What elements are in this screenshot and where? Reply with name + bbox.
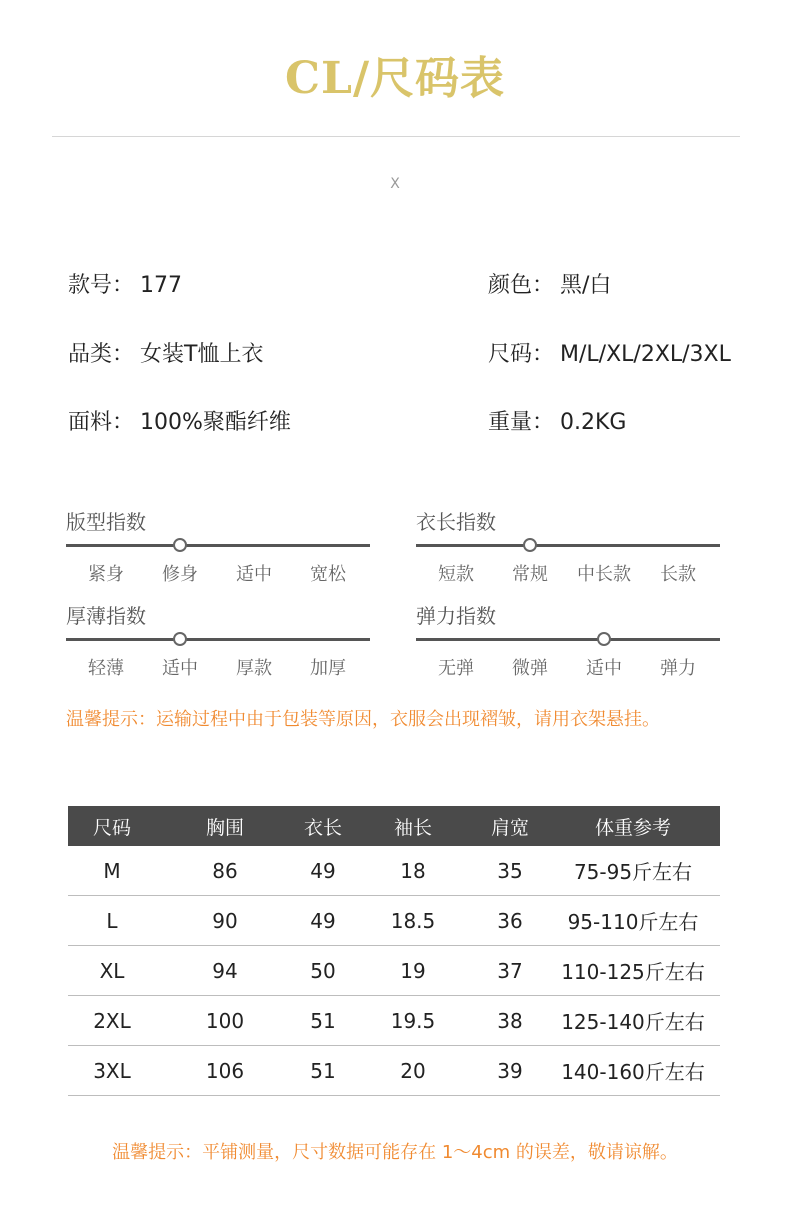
title-divider [52, 136, 740, 137]
scale-length-option: 短款 [438, 564, 474, 585]
measure-tip: 温馨提示：平铺测量，尺寸数据可能存在 1～4cm 的误差，敬请谅解。 [112, 1142, 678, 1163]
table-cell: M [103, 858, 121, 883]
header-cell: 体重参考 [594, 816, 671, 839]
table-cell: 37 [497, 958, 523, 983]
header-cell: 袖长 [393, 816, 432, 839]
scale-fit-option: 紧身 [88, 564, 124, 585]
scale-fit [66, 506, 370, 586]
info-style-no-value: 177 [140, 273, 183, 298]
info-weight-label: 重量： [488, 410, 555, 435]
table-cell: 39 [497, 1058, 523, 1083]
table-row [68, 1046, 720, 1096]
table-cell: XL [99, 958, 125, 983]
scale-length [416, 506, 720, 586]
scale-fit-option: 宽松 [310, 564, 346, 585]
scale-fit-option: 修身 [162, 564, 198, 585]
scale-thickness-name: 厚薄指数 [66, 604, 146, 628]
scale-elasticity-knob [597, 632, 611, 646]
table-row [68, 846, 720, 896]
scale-length-name: 衣长指数 [416, 510, 496, 534]
table-cell: 100 [205, 1008, 245, 1033]
size-table [68, 806, 720, 1096]
scale-thickness-option: 轻薄 [88, 658, 124, 679]
table-cell: 51 [310, 1008, 336, 1033]
info-color [488, 268, 611, 299]
scale-elasticity-name: 弹力指数 [416, 604, 496, 628]
scale-thickness-option: 加厚 [310, 658, 346, 679]
info-size-label: 尺码： [488, 342, 555, 367]
shipping-tip: 温馨提示：运输过程中由于包装等原因，衣服会出现褶皱，请用衣架悬挂。 [66, 709, 660, 730]
table-cell: 49 [310, 858, 336, 883]
table-cell: 49 [310, 908, 336, 933]
table-cell: 110-125斤左右 [561, 960, 705, 984]
info-color-value: 黑/白 [560, 273, 612, 298]
table-cell: 140-160斤左右 [561, 1060, 705, 1084]
header-cell: 胸围 [205, 816, 244, 839]
scale-elasticity-option: 适中 [586, 658, 622, 679]
scale-thickness-knob [173, 632, 187, 646]
table-cell: 51 [310, 1058, 336, 1083]
table-cell: 3XL [93, 1058, 131, 1083]
table-cell: 38 [497, 1008, 523, 1033]
scale-fit-name: 版型指数 [66, 510, 146, 534]
table-row [68, 896, 720, 946]
scale-thickness [66, 600, 370, 680]
table-cell: 106 [205, 1058, 245, 1083]
info-fabric-value: 100%聚酯纤维 [140, 410, 291, 435]
scale-length-option: 长款 [660, 564, 696, 585]
header-cell: 尺码 [92, 816, 131, 839]
info-style-no-label: 款号： [68, 273, 135, 298]
table-cell: 75-95斤左右 [573, 860, 693, 884]
scale-elasticity-option: 无弹 [438, 658, 474, 679]
table-cell: 86 [212, 858, 238, 883]
table-cell: 95-110斤左右 [567, 910, 699, 934]
info-fabric [68, 405, 291, 436]
scale-thickness-option: 适中 [162, 658, 198, 679]
scale-fit-option: 适中 [236, 564, 272, 585]
scale-fit-knob [173, 538, 187, 552]
table-cell: 18.5 [390, 908, 436, 933]
table-cell: 35 [497, 858, 523, 883]
scale-elasticity-track [416, 638, 720, 641]
scale-thickness-option: 厚款 [236, 658, 272, 679]
info-size-value: M/L/XL/2XL/3XL [560, 342, 731, 367]
scale-length-knob [523, 538, 537, 552]
info-size [488, 337, 731, 368]
table-cell: 2XL [93, 1008, 131, 1033]
table-row [68, 996, 720, 1046]
info-category [68, 337, 263, 368]
info-color-label: 颜色： [488, 273, 555, 298]
table-cell: 125-140斤左右 [561, 1010, 705, 1034]
size-table-header [68, 806, 720, 846]
center-mark: X [390, 176, 400, 192]
table-row [68, 946, 720, 996]
scale-length-track [416, 544, 720, 547]
table-cell: 20 [400, 1058, 426, 1083]
table-cell: L [106, 908, 118, 933]
info-fabric-label: 面料： [68, 410, 135, 435]
scale-length-option: 常规 [512, 564, 548, 585]
table-cell: 90 [212, 908, 238, 933]
info-weight-value: 0.2KG [560, 410, 627, 435]
table-cell: 36 [497, 908, 523, 933]
info-category-label: 品类： [68, 342, 135, 367]
table-cell: 50 [310, 958, 336, 983]
table-cell: 19 [400, 958, 426, 983]
table-cell: 94 [212, 958, 238, 983]
scale-fit-track [66, 544, 370, 547]
scale-elasticity-option: 弹力 [660, 658, 696, 679]
table-cell: 19.5 [390, 1008, 436, 1033]
info-weight [488, 405, 626, 436]
scale-elasticity [416, 600, 720, 680]
page-title: CL/尺码表 [284, 53, 506, 104]
scale-elasticity-option: 微弹 [512, 658, 548, 679]
table-cell: 18 [400, 858, 426, 883]
header-cell: 衣长 [303, 816, 342, 839]
info-style-no [68, 268, 182, 299]
scale-thickness-track [66, 638, 370, 641]
info-category-value: 女装T恤上衣 [140, 342, 264, 367]
scale-length-option: 中长款 [577, 564, 631, 585]
header-cell: 肩宽 [490, 816, 529, 839]
